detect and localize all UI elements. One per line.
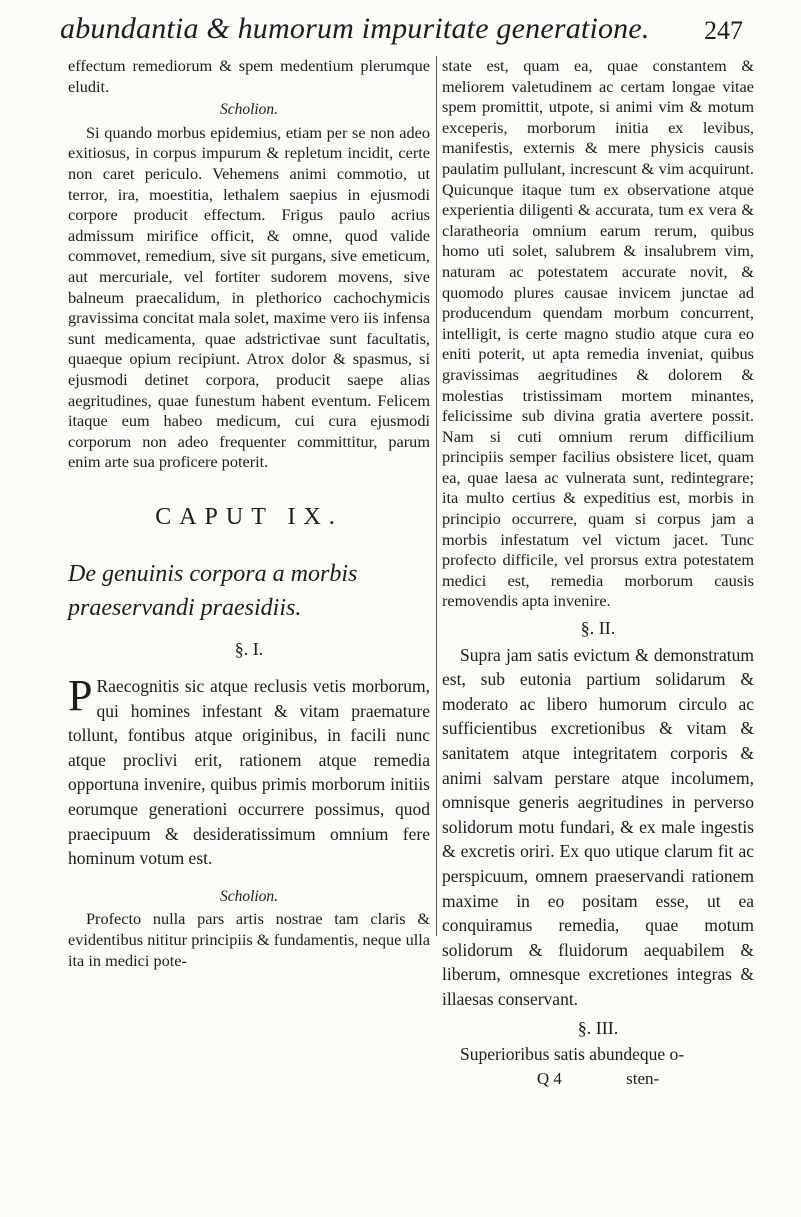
paragraph: Supra jam satis evictum & demonstratum est, sub eutonia partium solidarum & moderato ac libero humorum circulo ac sufficientibus excretionibus & vitam & sanitatem atque integritatem corporis & animi salvam perstare atque incolumem, omnisque generis aegritudines in perverso solidorum motu fundari, & ex male ingestis & excretis oriri. Ex quo utique clarum fit ac perspicuum, omnem praeservandi rationem maxime in eo positam esse, ut ea conquiramus remedia, quae motum solidorum & fluidorum aequabilem & liberum, omnesque excretiones integras & illaesas conservant. [442,644,754,1009]
left-column [68,56,430,1209]
chapter-heading: CAPUT IX. [155,503,343,530]
scholion-heading: Scholion. [219,101,279,119]
paragraph: effectum remediorum & spem medentium plerumque eludit. [68,56,430,96]
scholion-heading: Scholion. [219,887,279,905]
section-heading: §. III. [577,1017,619,1038]
section-heading: §. I. [234,639,264,660]
signature-mark: Q 4 [536,1068,562,1088]
column-divider [436,56,437,936]
paragraph: Si quando morbus epidemius, etiam per se non adeo exitiosus, in corpus impurum & repletum incidit, certe non caret periculo. Vehemens animi commotio, ut terror, ira, moestitia, lethalem saepius in ejusmodi corpore producit effectum. Frigus paulo acrius admissum mirifice officit, & omne, quod valide commovet, remedium, sive sit purgans, sive emeticum, aut mercuriale, vel fortiter sudorem movens, sive balneum praecalidum, in plethorico cachochymicis gravissima concitat mala solet, maxime vero iis infensa sunt medicamenta, quae adstrictivae sunt facultatis, quaeque opium recipiunt. Atrox dolor & spasmus, si ejusmodi detinet corpora, producit saepe alias aegritudines, quae funestum habent eventum. Felicem itaque eum habeo medicum, cui cura ejusmodi corporum non adeo frequenter committitur, parum enim arte sua proficere poterit. [68,122,430,472]
drop-capital: P [68,671,93,721]
paragraph: state est, quam ea, quae constantem & meliorem valetudinem ac certam longae vitae spem promittit, utpote, si animi vim & motum exceperis, morborum initia ex levibus, manifestis, externis & mere physicis causis paulatim pullulant, increscunt & vim acquirunt. Quicunque itaque tum ex observatione atque experientia diligenti & accurata, tum ex vera & claratheoria omnium earum rerum, quibus homo uti solet, salubrem & insalubrem vim, naturam ac potestatem accurate novit, & quomodo plures causae invicem junctae ad producendum quendam morbum concurrent, intelligit, is certe magno studio atque cura eo eniti poterit, ut apta remedia inveniat, quibus gravissimas aegritudines & dolorem & molestias tristissimam mortem minantes, felicissime sub divina gratia avertere possit. Nam si cuti omnium rerum difficilium principiis semper facilius obsistere licet, quam ea, quae laesa ac vulnerata sunt, redintegrare; ita multo certius & expeditius est, morbis in principio occurrere, quam si corpus jam a morbis infestatum vel victum jacet. Tunc profecto difficile, vel prorsus extra potestatem medici est, remedia morborum causis removendis apta invenire. [442,56,754,611]
paragraph: Raecognitis sic atque reclusis vetis morborum, qui homines infestant & vitam praemature tollunt, fontibus atque originibus, in facili nunc atque proclivi erit, rationem atque remedia opportuna invenire, quibus primis morborum initiis eorumque generationi occurrere possimus, quod praecipuum & desideratissimum omnium fere hominum votum est. [68,676,430,869]
section-heading: §. II. [580,618,616,639]
chapter-title: De genuinis corpora a morbis praeservandi praesidiis. [68,561,358,622]
dropcap-paragraph [68,671,430,871]
paragraph: Superioribus satis abundeque o- [460,1044,685,1065]
running-title: abundantia & humorum impuritate generatione. [60,12,650,45]
signature-line [442,1069,754,1090]
right-column [442,56,754,1209]
paragraph: Profecto nulla pars artis nostrae tam claris & evidentibus nititur principiis & fundamentis, neque ulla ita in medici pote- [68,909,430,970]
running-head [0,12,801,52]
catchword: sten- [626,1068,660,1088]
page-number: 247 [704,16,743,45]
